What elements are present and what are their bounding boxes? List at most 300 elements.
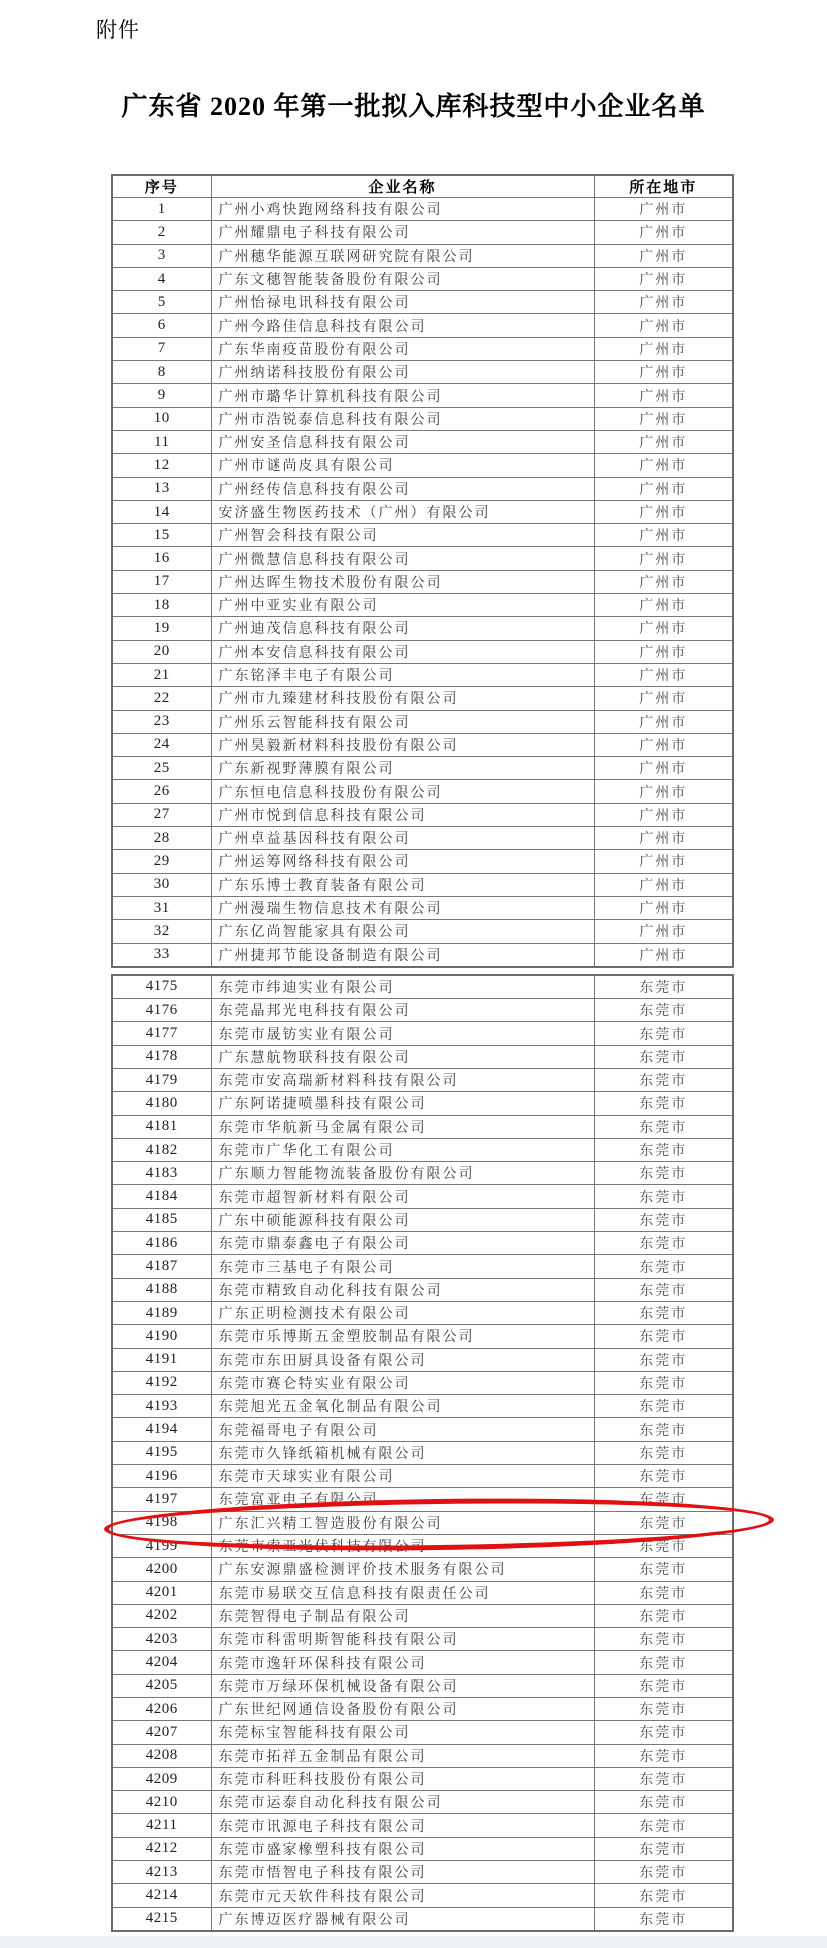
city-cell: 东莞市 (594, 1674, 733, 1697)
table-row (112, 1674, 733, 1697)
city-cell: 广州市 (594, 943, 733, 967)
company-name-cell: 东莞市天球实业有限公司 (211, 1465, 594, 1488)
city-cell: 东莞市 (594, 1791, 733, 1814)
company-name-cell: 广州捷邦节能设备制造有限公司 (211, 943, 594, 967)
company-name-cell: 广州今路佳信息科技有限公司 (211, 314, 594, 337)
company-name-cell: 广东慧航物联科技有限公司 (211, 1045, 594, 1068)
table-row (112, 850, 733, 873)
table-row (112, 1581, 733, 1604)
serial-cell: 4197 (112, 1488, 211, 1511)
company-name-cell: 广东世纪网通信设备股份有限公司 (211, 1698, 594, 1721)
serial-cell: 17 (112, 570, 211, 593)
company-name-cell: 广州穗华能源互联网研究院有限公司 (211, 244, 594, 267)
company-name-cell: 东莞市逸轩环保科技有限公司 (211, 1651, 594, 1674)
city-cell: 东莞市 (594, 1232, 733, 1255)
serial-cell: 4208 (112, 1744, 211, 1767)
city-cell: 广州市 (594, 291, 733, 314)
city-cell: 东莞市 (594, 1092, 733, 1115)
serial-cell: 4180 (112, 1092, 211, 1115)
table-row (112, 1185, 733, 1208)
company-name-cell: 东莞市运泰自动化科技有限公司 (211, 1791, 594, 1814)
table-row (112, 524, 733, 547)
table-row (112, 1068, 733, 1091)
serial-cell: 4193 (112, 1395, 211, 1418)
city-cell: 广州市 (594, 314, 733, 337)
company-name-cell: 东莞市广华化工有限公司 (211, 1138, 594, 1161)
company-name-cell: 广州市悦到信息科技有限公司 (211, 803, 594, 826)
table-row (112, 1371, 733, 1394)
company-name-cell: 东莞旭光五金氧化制品有限公司 (211, 1395, 594, 1418)
company-name-cell: 广州市谜尚皮具有限公司 (211, 454, 594, 477)
table-row (112, 267, 733, 290)
serial-cell: 10 (112, 407, 211, 430)
city-cell: 东莞市 (594, 1721, 733, 1744)
serial-cell: 4204 (112, 1651, 211, 1674)
table-row (112, 1884, 733, 1907)
table-row (112, 1045, 733, 1068)
city-cell: 广州市 (594, 920, 733, 943)
table-row (112, 1721, 733, 1744)
table-row (112, 617, 733, 640)
serial-cell: 4195 (112, 1441, 211, 1464)
serial-cell: 18 (112, 594, 211, 617)
table-row (112, 1418, 733, 1441)
serial-cell: 27 (112, 803, 211, 826)
company-name-cell: 广州运筹网络科技有限公司 (211, 850, 594, 873)
company-name-cell: 东莞市东田厨具设备有限公司 (211, 1348, 594, 1371)
company-name-cell: 广州卓益基因科技有限公司 (211, 827, 594, 850)
serial-cell: 4194 (112, 1418, 211, 1441)
city-cell: 东莞市 (594, 1837, 733, 1860)
serial-cell: 4190 (112, 1325, 211, 1348)
company-name-cell: 东莞标宝智能科技有限公司 (211, 1721, 594, 1744)
serial-cell: 32 (112, 920, 211, 943)
table-row (112, 407, 733, 430)
table-row (112, 314, 733, 337)
city-cell: 东莞市 (594, 1441, 733, 1464)
table-row (112, 1488, 733, 1511)
company-name-cell: 广州漫瑞生物信息技术有限公司 (211, 896, 594, 919)
serial-cell: 15 (112, 524, 211, 547)
company-name-cell: 广州智会科技有限公司 (211, 524, 594, 547)
city-cell: 东莞市 (594, 1115, 733, 1138)
city-cell: 东莞市 (594, 1138, 733, 1161)
table-row (112, 710, 733, 733)
table-row (112, 640, 733, 663)
company-name-cell: 广州耀鼎电子科技有限公司 (211, 221, 594, 244)
serial-cell: 4191 (112, 1348, 211, 1371)
serial-cell: 23 (112, 710, 211, 733)
table-row (112, 1814, 733, 1837)
serial-cell: 4199 (112, 1534, 211, 1557)
table-row (112, 1861, 733, 1884)
serial-cell: 4189 (112, 1301, 211, 1324)
serial-cell: 11 (112, 430, 211, 453)
serial-cell: 4178 (112, 1045, 211, 1068)
serial-cell: 4198 (112, 1511, 211, 1534)
table-row (112, 221, 733, 244)
table-row (112, 1651, 733, 1674)
company-name-cell: 东莞市纬迪实业有限公司 (211, 975, 594, 999)
table-row (112, 1255, 733, 1278)
city-cell: 东莞市 (594, 1278, 733, 1301)
company-name-cell: 东莞市悟智电子科技有限公司 (211, 1861, 594, 1884)
city-cell: 广州市 (594, 267, 733, 290)
city-cell: 东莞市 (594, 1045, 733, 1068)
city-cell: 广州市 (594, 337, 733, 360)
company-name-cell: 东莞市盛家橡塑科技有限公司 (211, 1837, 594, 1860)
table-row (112, 337, 733, 360)
table-row (112, 1301, 733, 1324)
table-row (112, 1208, 733, 1231)
table-row (112, 291, 733, 314)
table-row (112, 1511, 733, 1534)
city-cell: 广州市 (594, 594, 733, 617)
serial-cell: 8 (112, 361, 211, 384)
company-name-cell: 广州迪茂信息科技有限公司 (211, 617, 594, 640)
city-cell: 广州市 (594, 827, 733, 850)
table-row (112, 920, 733, 943)
city-cell: 东莞市 (594, 1022, 733, 1045)
city-cell: 东莞市 (594, 1371, 733, 1394)
city-cell: 东莞市 (594, 1581, 733, 1604)
city-cell: 东莞市 (594, 1698, 733, 1721)
serial-cell: 28 (112, 827, 211, 850)
serial-cell: 16 (112, 547, 211, 570)
table-row (112, 1534, 733, 1557)
city-cell: 广州市 (594, 640, 733, 663)
city-cell: 广州市 (594, 663, 733, 686)
company-name-cell: 广东华南疫苗股份有限公司 (211, 337, 594, 360)
table-row (112, 1604, 733, 1627)
city-cell: 广州市 (594, 454, 733, 477)
table-row (112, 733, 733, 756)
table-row (112, 1325, 733, 1348)
city-cell: 东莞市 (594, 999, 733, 1022)
serial-cell: 4206 (112, 1698, 211, 1721)
table-row (112, 1115, 733, 1138)
company-name-cell: 广州乐云智能科技有限公司 (211, 710, 594, 733)
table-row (112, 1395, 733, 1418)
table-row (112, 361, 733, 384)
city-cell: 东莞市 (594, 1767, 733, 1790)
company-name-cell: 广东恒电信息科技股份有限公司 (211, 780, 594, 803)
serial-cell: 4175 (112, 975, 211, 999)
serial-cell: 25 (112, 757, 211, 780)
table-row (112, 547, 733, 570)
company-name-cell: 广州昊毅新材料科技股份有限公司 (211, 733, 594, 756)
company-table-segment-2 (111, 974, 734, 1932)
table-row (112, 687, 733, 710)
company-name-cell: 广州怡禄电讯科技有限公司 (211, 291, 594, 314)
city-cell: 广州市 (594, 361, 733, 384)
city-cell: 东莞市 (594, 1604, 733, 1627)
city-cell: 东莞市 (594, 1185, 733, 1208)
serial-cell: 4201 (112, 1581, 211, 1604)
company-name-cell: 广州经传信息科技有限公司 (211, 477, 594, 500)
table-row (112, 430, 733, 453)
serial-cell: 1 (112, 198, 211, 221)
city-cell: 广州市 (594, 617, 733, 640)
city-cell: 东莞市 (594, 1744, 733, 1767)
city-cell: 广州市 (594, 500, 733, 523)
company-name-cell: 广州微慧信息科技有限公司 (211, 547, 594, 570)
serial-cell: 26 (112, 780, 211, 803)
city-cell: 东莞市 (594, 1884, 733, 1907)
city-cell: 东莞市 (594, 975, 733, 999)
table-row (112, 198, 733, 221)
city-cell: 东莞市 (594, 1068, 733, 1091)
serial-cell: 29 (112, 850, 211, 873)
city-cell: 广州市 (594, 687, 733, 710)
table-row (112, 780, 733, 803)
serial-cell: 4211 (112, 1814, 211, 1837)
company-name-cell: 广东顺力智能物流装备股份有限公司 (211, 1162, 594, 1185)
serial-cell: 5 (112, 291, 211, 314)
company-name-cell: 东莞福哥电子有限公司 (211, 1418, 594, 1441)
company-name-cell: 东莞市鼎泰鑫电子有限公司 (211, 1232, 594, 1255)
table-row (112, 1628, 733, 1651)
serial-cell: 4213 (112, 1861, 211, 1884)
company-name-cell: 东莞智得电子制品有限公司 (211, 1604, 594, 1627)
table-row (112, 1837, 733, 1860)
header-company-name: 企业名称 (211, 175, 594, 198)
table-row (112, 827, 733, 850)
company-name-cell: 东莞市超智新材料有限公司 (211, 1185, 594, 1208)
company-table-container (111, 174, 734, 1932)
city-cell: 东莞市 (594, 1861, 733, 1884)
table-header-row (112, 175, 733, 198)
table-row (112, 454, 733, 477)
serial-cell: 21 (112, 663, 211, 686)
serial-cell: 4196 (112, 1465, 211, 1488)
company-name-cell: 东莞市精致自动化科技有限公司 (211, 1278, 594, 1301)
company-name-cell: 广东正明检测技术有限公司 (211, 1301, 594, 1324)
table-row (112, 999, 733, 1022)
serial-cell: 4205 (112, 1674, 211, 1697)
serial-cell: 2 (112, 221, 211, 244)
table-row (112, 570, 733, 593)
city-cell: 广州市 (594, 524, 733, 547)
company-name-cell: 东莞市万绿环保机械设备有限公司 (211, 1674, 594, 1697)
city-cell: 东莞市 (594, 1418, 733, 1441)
table-row (112, 384, 733, 407)
company-name-cell: 安济盛生物医药技术（广州）有限公司 (211, 500, 594, 523)
table-row (112, 1092, 733, 1115)
company-name-cell: 东莞市索亚光伏科技有限公司 (211, 1534, 594, 1557)
serial-cell: 24 (112, 733, 211, 756)
city-cell: 广州市 (594, 477, 733, 500)
table-row (112, 757, 733, 780)
company-name-cell: 广州市浩锐泰信息科技有限公司 (211, 407, 594, 430)
serial-cell: 4215 (112, 1907, 211, 1931)
city-cell: 广州市 (594, 733, 733, 756)
serial-cell: 4186 (112, 1232, 211, 1255)
city-cell: 东莞市 (594, 1465, 733, 1488)
table-row (112, 1022, 733, 1045)
serial-cell: 33 (112, 943, 211, 967)
company-name-cell: 东莞市安高瑞新材料科技有限公司 (211, 1068, 594, 1091)
serial-cell: 22 (112, 687, 211, 710)
city-cell: 东莞市 (594, 1534, 733, 1557)
city-cell: 东莞市 (594, 1255, 733, 1278)
company-name-cell: 广东亿尚智能家具有限公司 (211, 920, 594, 943)
attachment-label: 附件 (96, 18, 140, 42)
header-city: 所在地市 (594, 175, 733, 198)
company-name-cell: 广州达晖生物技术股份有限公司 (211, 570, 594, 593)
table-row (112, 1744, 733, 1767)
serial-cell: 4 (112, 267, 211, 290)
serial-cell: 4187 (112, 1255, 211, 1278)
serial-cell: 12 (112, 454, 211, 477)
serial-cell: 30 (112, 873, 211, 896)
city-cell: 东莞市 (594, 1208, 733, 1231)
company-name-cell: 东莞晶邦光电科技有限公司 (211, 999, 594, 1022)
table-row (112, 663, 733, 686)
table-row (112, 896, 733, 919)
company-name-cell: 东莞富亚电子有限公司 (211, 1488, 594, 1511)
serial-cell: 4202 (112, 1604, 211, 1627)
serial-cell: 13 (112, 477, 211, 500)
serial-cell: 3 (112, 244, 211, 267)
table-row (112, 1278, 733, 1301)
company-name-cell: 广州市九臻建材科技股份有限公司 (211, 687, 594, 710)
city-cell: 广州市 (594, 221, 733, 244)
table-row (112, 873, 733, 896)
serial-cell: 4192 (112, 1371, 211, 1394)
city-cell: 东莞市 (594, 1488, 733, 1511)
city-cell: 广州市 (594, 198, 733, 221)
city-cell: 广州市 (594, 757, 733, 780)
serial-cell: 7 (112, 337, 211, 360)
company-name-cell: 广州纳诺科技股份有限公司 (211, 361, 594, 384)
table-row (112, 1465, 733, 1488)
table-row (112, 1232, 733, 1255)
company-name-cell: 东莞市科旺科技股份有限公司 (211, 1767, 594, 1790)
table-row (112, 803, 733, 826)
serial-cell: 4185 (112, 1208, 211, 1231)
company-name-cell: 广州本安信息科技有限公司 (211, 640, 594, 663)
city-cell: 东莞市 (594, 1301, 733, 1324)
company-name-cell: 广东阿诺捷喷墨科技有限公司 (211, 1092, 594, 1115)
company-name-cell: 广东铭泽丰电子有限公司 (211, 663, 594, 686)
company-name-cell: 广东汇兴精工智造股份有限公司 (211, 1511, 594, 1534)
serial-cell: 4188 (112, 1278, 211, 1301)
company-name-cell: 东莞市三基电子有限公司 (211, 1255, 594, 1278)
city-cell: 广州市 (594, 430, 733, 453)
serial-cell: 4183 (112, 1162, 211, 1185)
serial-cell: 9 (112, 384, 211, 407)
serial-cell: 4200 (112, 1558, 211, 1581)
table-row (112, 500, 733, 523)
company-name-cell: 东莞市拓祥五金制品有限公司 (211, 1744, 594, 1767)
company-name-cell: 东莞市乐博斯五金塑胶制品有限公司 (211, 1325, 594, 1348)
serial-cell: 4184 (112, 1185, 211, 1208)
company-name-cell: 东莞市易联交互信息科技有限责任公司 (211, 1581, 594, 1604)
table-row (112, 244, 733, 267)
header-serial: 序号 (112, 175, 211, 198)
company-name-cell: 东莞市晟钫实业有限公司 (211, 1022, 594, 1045)
serial-cell: 4203 (112, 1628, 211, 1651)
serial-cell: 4182 (112, 1138, 211, 1161)
company-name-cell: 广东博迈医疗器械有限公司 (211, 1907, 594, 1931)
city-cell: 广州市 (594, 873, 733, 896)
company-name-cell: 广东文穗智能装备股份有限公司 (211, 267, 594, 290)
serial-cell: 4214 (112, 1884, 211, 1907)
serial-cell: 4176 (112, 999, 211, 1022)
table-row (112, 1348, 733, 1371)
city-cell: 广州市 (594, 407, 733, 430)
company-name-cell: 东莞市讯源电子科技有限公司 (211, 1814, 594, 1837)
company-name-cell: 广州中亚实业有限公司 (211, 594, 594, 617)
city-cell: 广州市 (594, 780, 733, 803)
company-name-cell: 广东安源鼎盛检测评价技术服务有限公司 (211, 1558, 594, 1581)
table-row (112, 594, 733, 617)
serial-cell: 4177 (112, 1022, 211, 1045)
city-cell: 东莞市 (594, 1907, 733, 1931)
serial-cell: 31 (112, 896, 211, 919)
page-edge-background (0, 1936, 827, 1948)
city-cell: 广州市 (594, 244, 733, 267)
city-cell: 东莞市 (594, 1511, 733, 1534)
table-row (112, 1907, 733, 1931)
city-cell: 东莞市 (594, 1651, 733, 1674)
company-name-cell: 东莞市华航新马金属有限公司 (211, 1115, 594, 1138)
company-name-cell: 东莞市久锋纸箱机械有限公司 (211, 1441, 594, 1464)
company-name-cell: 东莞市科雷明斯智能科技有限公司 (211, 1628, 594, 1651)
company-name-cell: 东莞市赛仑特实业有限公司 (211, 1371, 594, 1394)
city-cell: 广州市 (594, 896, 733, 919)
table-row (112, 943, 733, 967)
serial-cell: 19 (112, 617, 211, 640)
table-row (112, 1791, 733, 1814)
company-name-cell: 广东中硕能源科技有限公司 (211, 1208, 594, 1231)
city-cell: 广州市 (594, 850, 733, 873)
company-name-cell: 广州小鸡快跑网络科技有限公司 (211, 198, 594, 221)
table-row (112, 477, 733, 500)
serial-cell: 4181 (112, 1115, 211, 1138)
city-cell: 东莞市 (594, 1348, 733, 1371)
serial-cell: 6 (112, 314, 211, 337)
serial-cell: 4210 (112, 1791, 211, 1814)
company-name-cell: 广东新视野薄膜有限公司 (211, 757, 594, 780)
company-name-cell: 广东乐博士教育装备有限公司 (211, 873, 594, 896)
table-row (112, 1441, 733, 1464)
city-cell: 东莞市 (594, 1325, 733, 1348)
city-cell: 广州市 (594, 547, 733, 570)
company-name-cell: 广州安圣信息科技有限公司 (211, 430, 594, 453)
serial-cell: 4179 (112, 1068, 211, 1091)
table-row (112, 1162, 733, 1185)
city-cell: 东莞市 (594, 1162, 733, 1185)
company-name-cell: 东莞市元天软件科技有限公司 (211, 1884, 594, 1907)
serial-cell: 4207 (112, 1721, 211, 1744)
city-cell: 东莞市 (594, 1814, 733, 1837)
page-title: 广东省 2020 年第一批拟入库科技型中小企业名单 (121, 92, 706, 121)
city-cell: 广州市 (594, 384, 733, 407)
serial-cell: 14 (112, 500, 211, 523)
city-cell: 东莞市 (594, 1395, 733, 1418)
table-row (112, 1698, 733, 1721)
city-cell: 广州市 (594, 803, 733, 826)
serial-cell: 4209 (112, 1767, 211, 1790)
city-cell: 广州市 (594, 710, 733, 733)
table-row (112, 1138, 733, 1161)
city-cell: 东莞市 (594, 1628, 733, 1651)
table-row (112, 1558, 733, 1581)
table-row (112, 975, 733, 999)
company-table-segment-1 (111, 174, 734, 968)
